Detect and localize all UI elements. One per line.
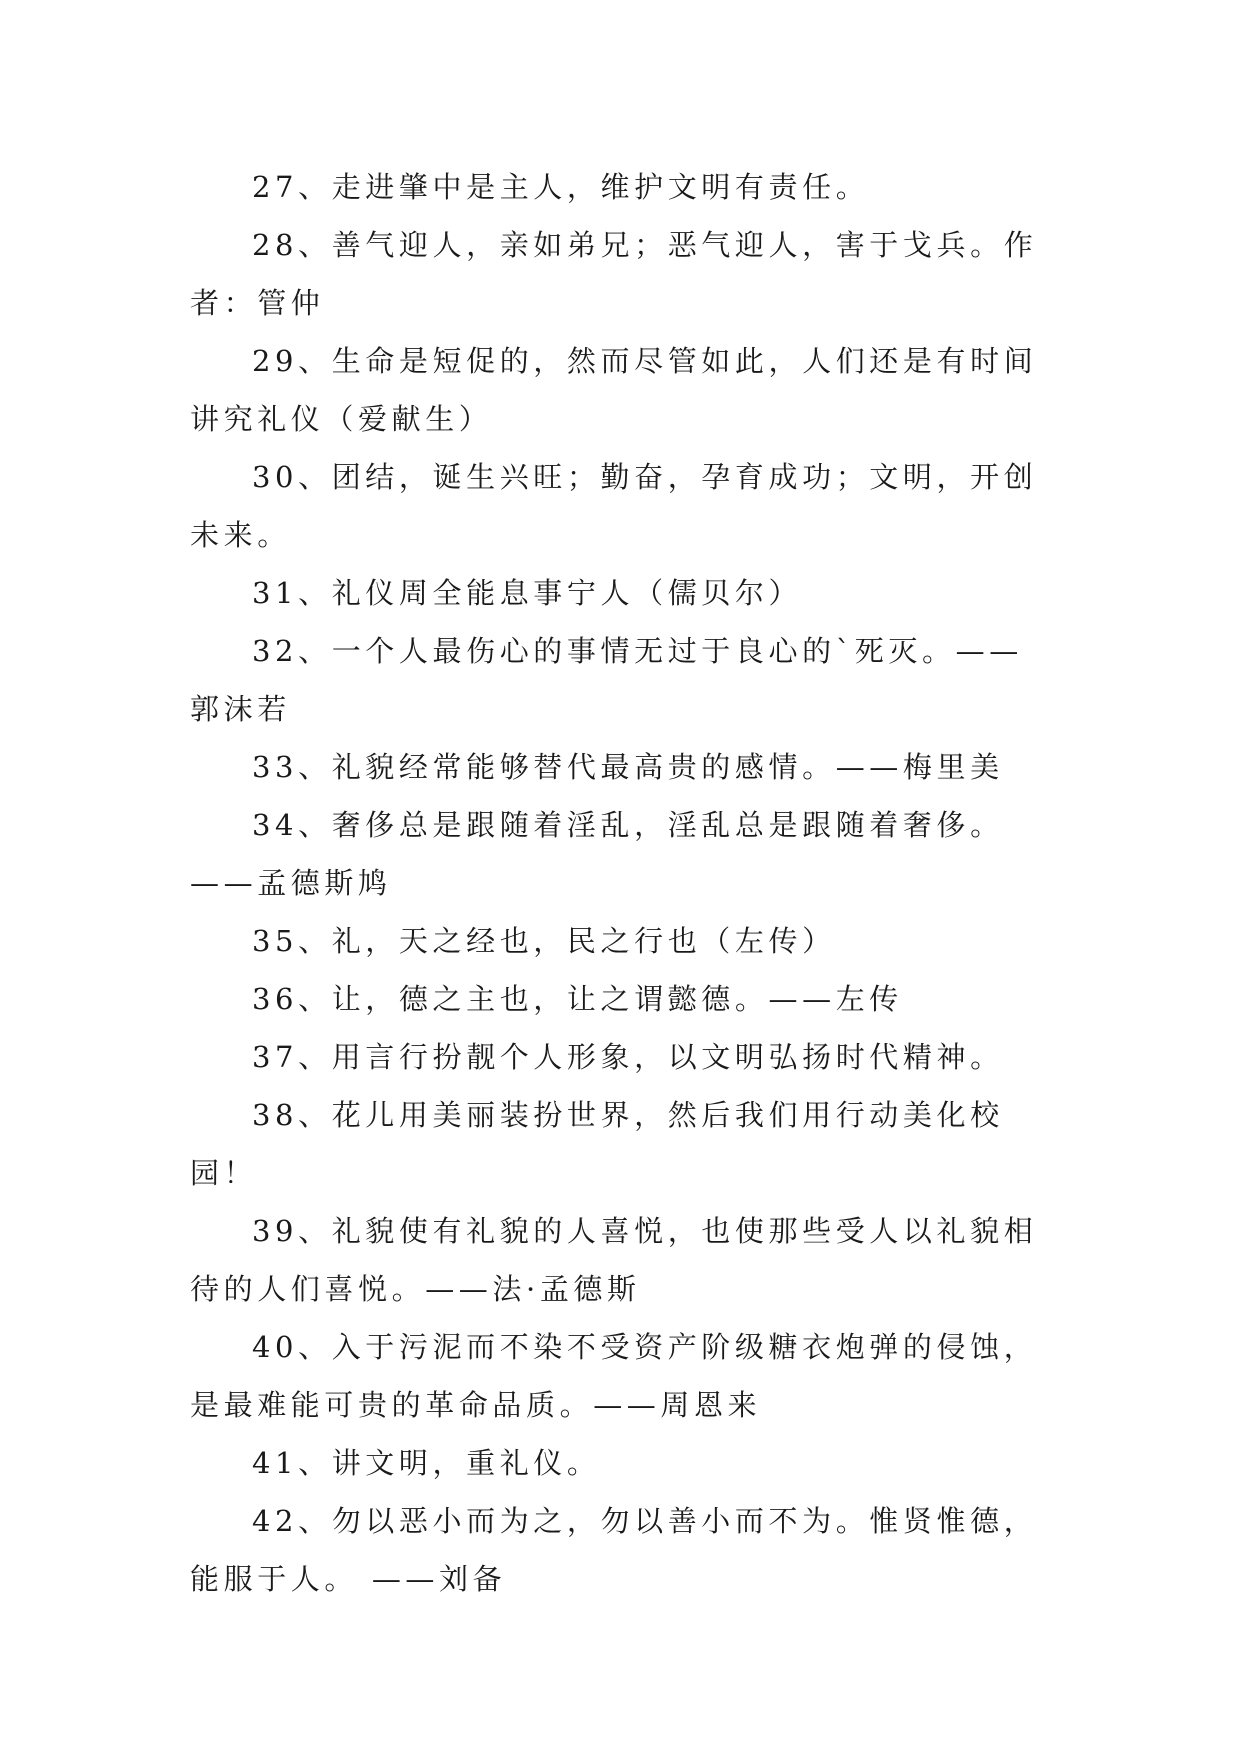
paragraph-39: 39、礼貌使有礼貌的人喜悦，也使那些受人以礼貌相待的人们喜悦。——法·孟德斯 [190,1214,1038,1306]
paragraph-32: 32、一个人最伤心的事情无过于良心的`死灭。——郭沫若 [190,634,1023,726]
paragraph-37: 37、用言行扮靓个人形象，以文明弘扬时代精神。 [252,1040,1004,1074]
paragraph-42: 42、勿以恶小而为之，勿以善小而不为。惟贤惟德，能服于人。 ——刘备 [190,1504,1038,1596]
paragraph-27: 27、走进肇中是主人，维护文明有责任。 [252,170,870,204]
paragraph-40: 40、入于污泥而不染不受资产阶级糖衣炮弹的侵蚀，是最难能可贵的革命品质。——周恩来 [190,1330,1038,1422]
paragraph-34: 34、奢侈总是跟随着淫乱，淫乱总是跟随着奢侈。——孟德斯鸠 [190,808,1004,900]
document-body [190,158,1050,1608]
paragraph-31: 31、礼仪周全能息事宁人（儒贝尔） [252,576,803,610]
paragraph-35: 35、礼，天之经也，民之行也（左传） [252,924,836,958]
paragraph-28: 28、善气迎人，亲如弟兄；恶气迎人，害于戈兵。作者：管仲 [190,228,1038,320]
paragraph-29: 29、生命是短促的，然而尽管如此，人们还是有时间讲究礼仪（爱献生） [190,344,1038,436]
paragraph-33: 33、礼貌经常能够替代最高贵的感情。——梅里美 [252,750,1004,784]
paragraph-41: 41、讲文明，重礼仪。 [252,1446,601,1480]
paragraph-30: 30、团结，诞生兴旺；勤奋，孕育成功；文明，开创未来。 [190,460,1038,552]
paragraph-36: 36、让，德之主也，让之谓懿德。——左传 [252,982,903,1016]
paragraph-38: 38、花儿用美丽装扮世界，然后我们用行动美化校园！ [190,1098,1004,1190]
